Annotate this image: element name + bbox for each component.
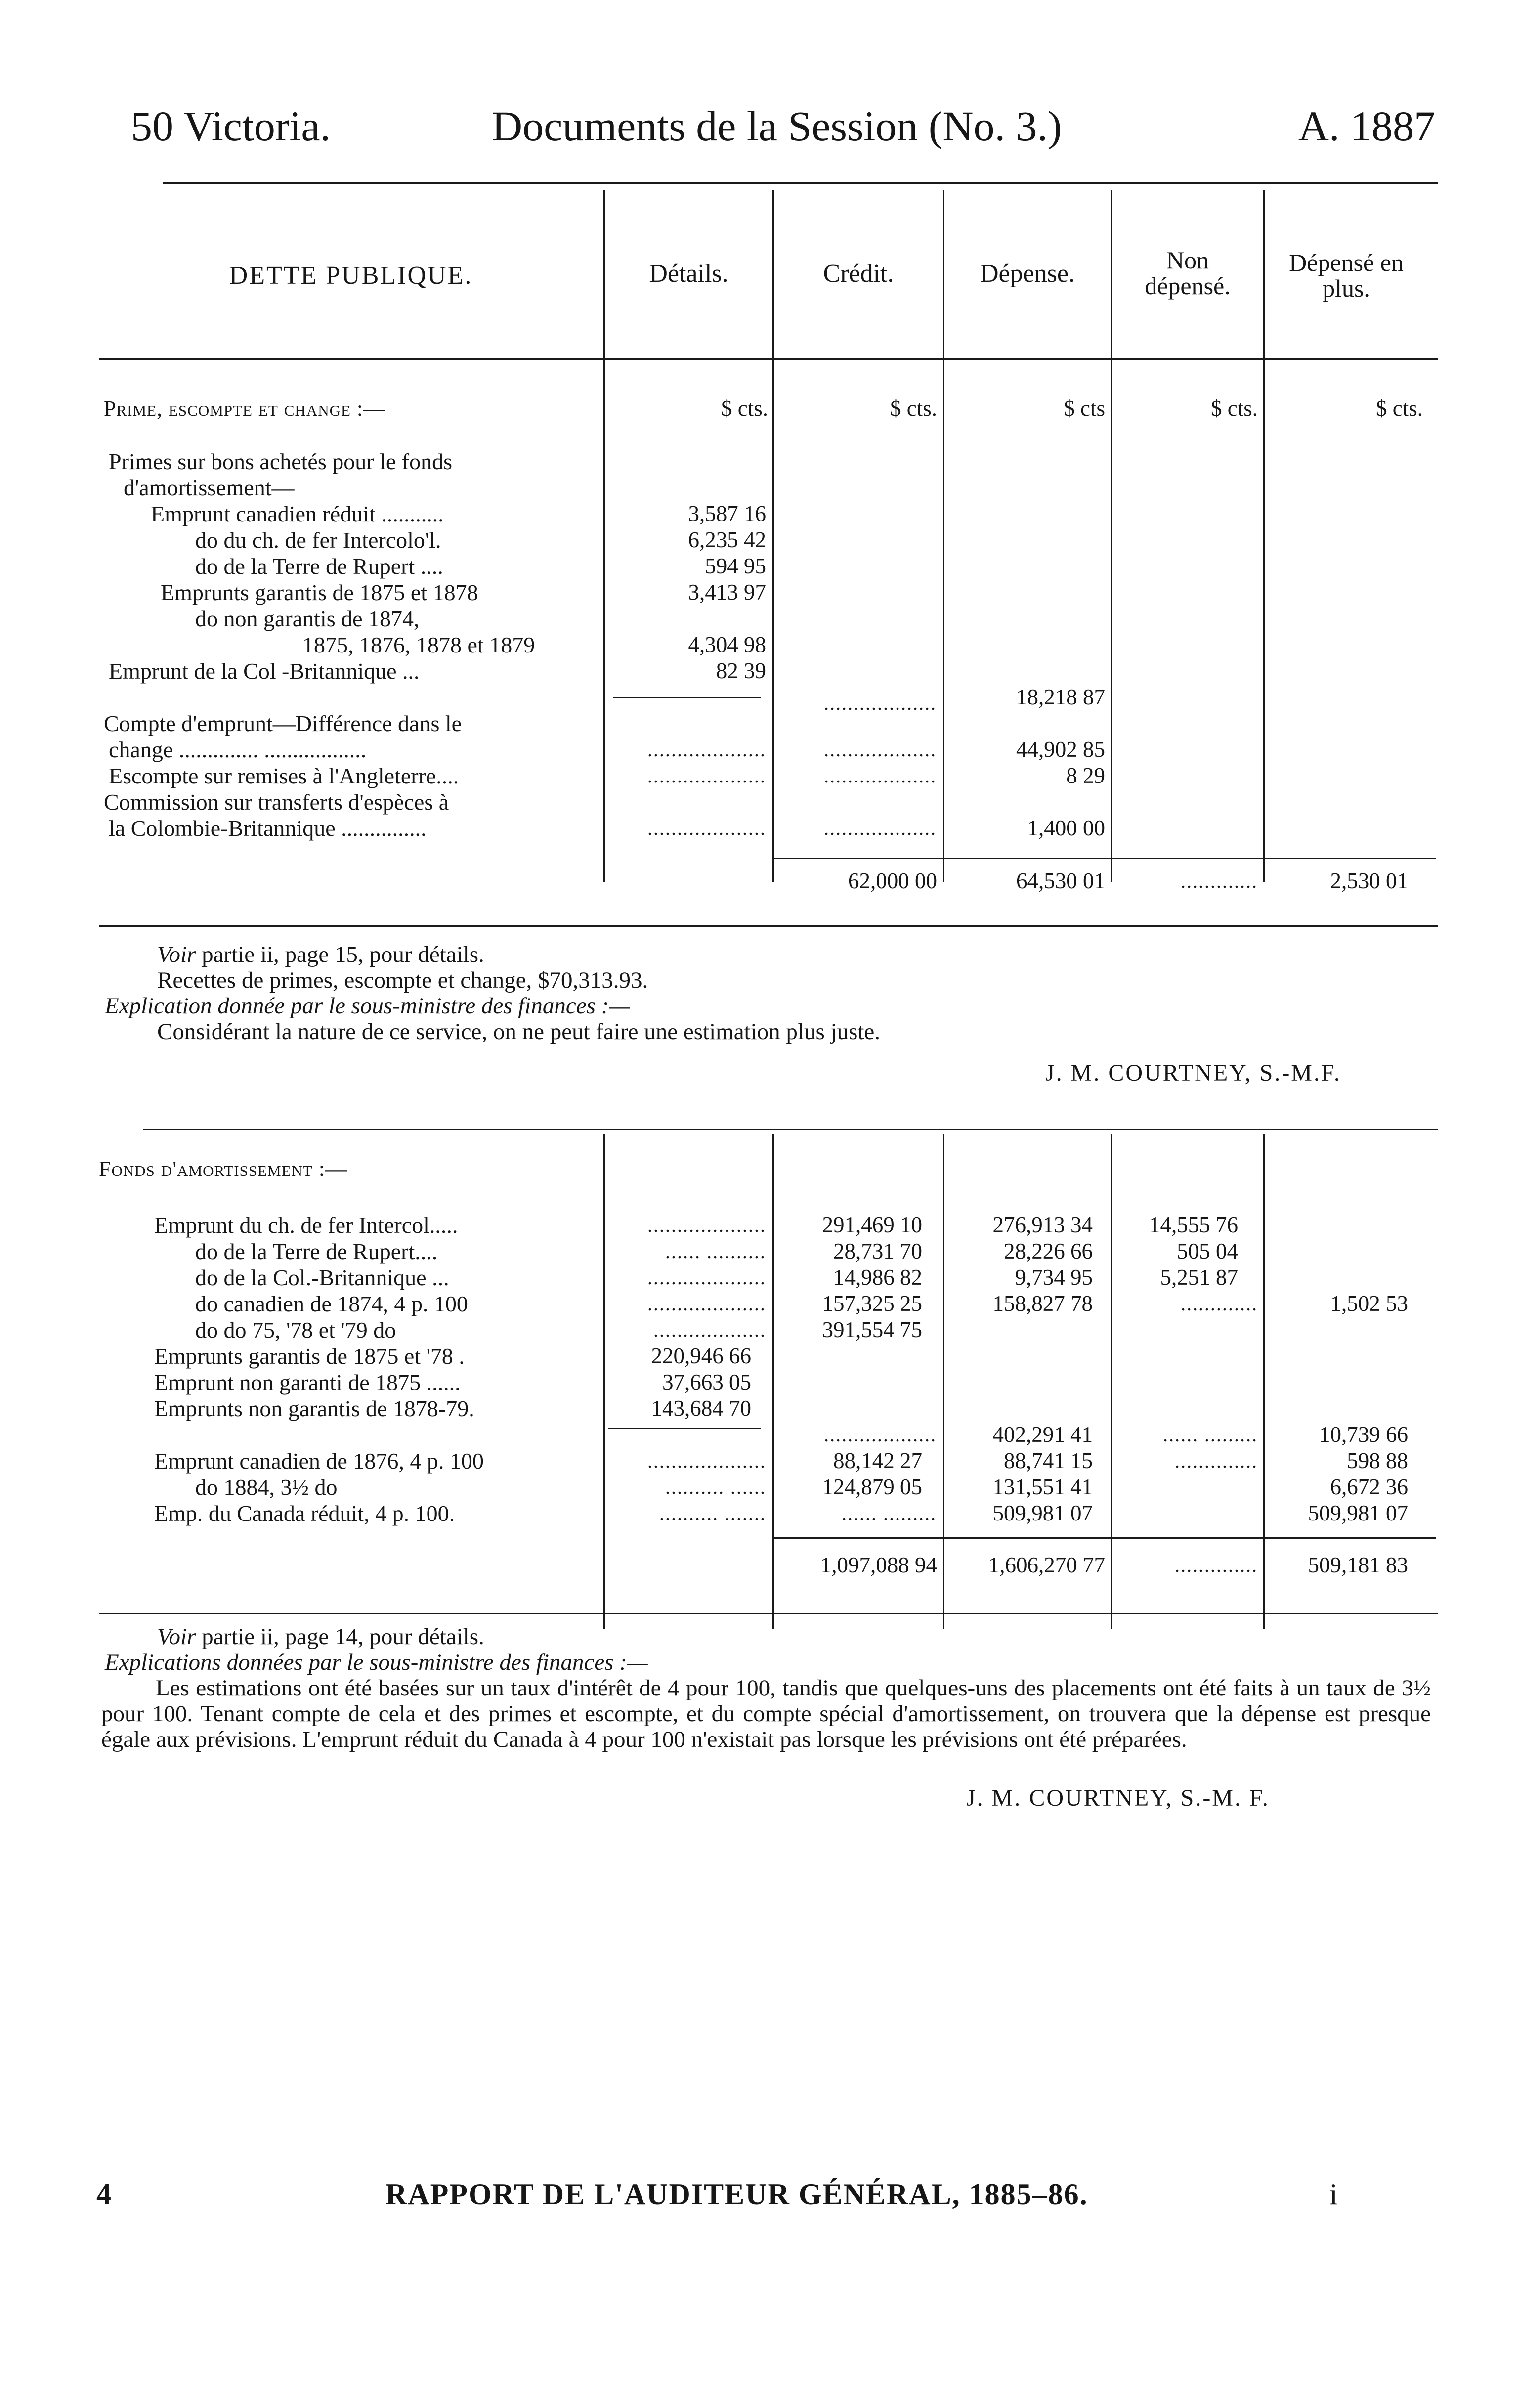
row-description: Emprunt de la Col -Britannique ...	[109, 658, 420, 684]
column-divider	[603, 1134, 605, 1629]
row-description: Commission sur transferts d'espèces à	[104, 789, 449, 815]
row-description: Primes sur bons achetés pour le fonds	[109, 449, 452, 474]
table-bottom-rule	[99, 1613, 1438, 1614]
total-depense: 1,606,270 77	[988, 1553, 1105, 1577]
header-document-title: Documents de la Session (No. 3.)	[492, 102, 1062, 150]
row-description: Escompte sur remises à l'Angleterre....	[109, 763, 459, 788]
leader-dots: ....................	[647, 1293, 766, 1315]
depense-value: 88,741 15	[1004, 1448, 1093, 1473]
credit-value: 391,554 75	[822, 1317, 922, 1342]
total-rule	[774, 1537, 1436, 1539]
row-description: Emprunt canadien réduit ...........	[151, 501, 444, 526]
leader-dots: ....................	[647, 817, 766, 839]
depense-value: 509,981 07	[992, 1501, 1093, 1525]
note-explication: Explication donnée par le sous-ministre des finances :—	[105, 993, 630, 1019]
column-header-depense-en-plus	[1265, 250, 1428, 301]
credit-value: 28,731 70	[833, 1239, 922, 1263]
depense-value: 18,218 87	[1016, 685, 1105, 709]
details-value: 3,413 97	[688, 580, 766, 605]
note-voir-rest: partie ii, page 15, pour détails.	[196, 942, 484, 967]
details-value: 3,587 16	[688, 501, 766, 526]
credit-value: 157,325 25	[822, 1291, 922, 1316]
leader-dots: ..............	[1175, 1554, 1258, 1576]
non-depense-value: 5,251 87	[1160, 1265, 1238, 1290]
depense-en-plus-value: 598 88	[1347, 1448, 1408, 1473]
row-description: do de la Col.-Britannique ...	[195, 1265, 449, 1290]
leader-dots: ....................	[647, 765, 766, 787]
row-description: Compte d'emprunt—Différence dans le	[104, 711, 462, 736]
note-explications: Explications données par le sous-ministre des finances :—	[105, 1650, 648, 1675]
depense-en-plus-value: 1,502 53	[1330, 1291, 1408, 1316]
leader-dots: .............	[1181, 1293, 1258, 1315]
leader-dots: ...... ..........	[665, 1240, 766, 1262]
column-header-depense-en-plus-text: Dépensé en plus.	[1289, 249, 1404, 302]
details-value: 37,663 05	[662, 1370, 751, 1394]
table-bottom-rule	[99, 925, 1438, 927]
row-description: change .............. ..................	[109, 737, 367, 762]
column-header-non-depense-text: Non dépensé.	[1145, 246, 1231, 300]
depense-value: 8 29	[1066, 763, 1105, 788]
total-depense-en-plus: 2,530 01	[1330, 869, 1408, 893]
leader-dots: ..............	[1175, 1450, 1258, 1472]
credit-value: 14,986 82	[833, 1265, 922, 1290]
depense-value: 158,827 78	[992, 1291, 1093, 1316]
row-description: Emprunts garantis de 1875 et 1878	[161, 580, 478, 605]
leader-dots: .......... .......	[659, 1502, 766, 1524]
depense-en-plus-value: 509,981 07	[1308, 1501, 1408, 1525]
total-depense-en-plus: 509,181 83	[1308, 1553, 1408, 1577]
leader-dots: ...................	[824, 817, 937, 839]
row-description: la Colombie-Britannique ...............	[109, 816, 427, 841]
header-year: A. 1887	[1298, 102, 1435, 150]
header-rule	[163, 182, 1438, 184]
note-considerant: Considérant la nature de ce service, on ne peut faire une estimation plus juste.	[157, 1019, 881, 1044]
row-description: Emp. du Canada réduit, 4 p. 100.	[154, 1501, 455, 1526]
column-divider	[603, 190, 605, 882]
leader-dots: ....................	[647, 1450, 766, 1472]
leader-dots: ...... .........	[842, 1502, 937, 1524]
row-description: do do 75, '78 et '79 do	[195, 1317, 396, 1343]
depense-value: 402,291 41	[992, 1422, 1093, 1447]
row-description: Emprunt canadien de 1876, 4 p. 100	[154, 1448, 484, 1474]
header-session-year: 50 Victoria.	[131, 102, 331, 150]
depense-en-plus-value: 6,672 36	[1330, 1475, 1408, 1499]
details-value: 594 95	[705, 554, 766, 578]
depense-value: 276,913 34	[992, 1213, 1093, 1237]
depense-value: 1,400 00	[1027, 816, 1105, 840]
credit-value: 124,879 05	[822, 1475, 922, 1499]
section-prime-escompte-change: Prime, escompte et change :—	[104, 396, 386, 421]
subtotal-rule	[613, 697, 761, 698]
section-fonds-amortissement: Fonds d'amortissement :—	[99, 1157, 348, 1181]
non-depense-value: 505 04	[1177, 1239, 1238, 1263]
row-description: do de la Terre de Rupert ....	[195, 554, 443, 579]
column-header-non-depense	[1112, 247, 1263, 299]
row-description: d'amortissement—	[124, 475, 295, 500]
total-credit: 1,097,088 94	[820, 1553, 937, 1577]
row-description: Emprunt du ch. de fer Intercol.....	[154, 1213, 458, 1238]
leader-dots: ...... .........	[1163, 1424, 1258, 1446]
leader-dots: .......... ......	[665, 1476, 766, 1498]
footer-signature-mark: i	[1329, 2178, 1338, 2211]
credit-value: 291,469 10	[822, 1213, 922, 1237]
column-header-details: Détails.	[649, 260, 728, 288]
row-description: Emprunts non garantis de 1878-79.	[154, 1396, 474, 1421]
column-header-depense: Dépense.	[980, 260, 1075, 288]
note-voir-details	[157, 1624, 484, 1650]
note-voir-word: Voir	[157, 942, 196, 967]
details-value: 4,304 98	[688, 632, 766, 657]
non-depense-value: 14,555 76	[1149, 1213, 1238, 1237]
note-voir-rest: partie ii, page 14, pour détails.	[196, 1624, 484, 1650]
leader-dots: ...................	[824, 738, 937, 761]
note-recettes: Recettes de primes, escompte et change, $70,313.93.	[157, 967, 648, 993]
leader-dots: ...................	[653, 1319, 766, 1341]
depense-en-plus-value: 10,739 66	[1319, 1422, 1408, 1447]
row-description: Emprunt non garanti de 1875 ......	[154, 1370, 461, 1395]
unit-credit: $ cts.	[890, 396, 937, 421]
row-description: do du ch. de fer Intercolo'l.	[195, 527, 441, 553]
footer-report-title: RAPPORT DE L'AUDITEUR GÉNÉRAL, 1885–86.	[385, 2178, 1088, 2211]
column-header-credit: Crédit.	[823, 260, 894, 288]
details-value: 6,235 42	[688, 527, 766, 552]
row-description: do canadien de 1874, 4 p. 100	[195, 1291, 468, 1316]
details-value: 220,946 66	[651, 1344, 751, 1368]
total-depense: 64,530 01	[1016, 869, 1105, 893]
details-value: 82 39	[716, 658, 766, 683]
leader-dots: ....................	[647, 1214, 766, 1236]
row-description: do 1884, 3½ do	[195, 1475, 338, 1500]
footer-page-number: 4	[96, 2178, 111, 2211]
signature-courtney: J. M. COURTNEY, S.-M. F.	[966, 1785, 1270, 1811]
leader-dots: ...................	[824, 1424, 937, 1446]
credit-value: 88,142 27	[833, 1448, 922, 1473]
column-divider	[1111, 1134, 1112, 1629]
leader-dots: ...................	[824, 692, 937, 714]
leader-dots: ....................	[647, 738, 766, 761]
subtotal-rule	[608, 1428, 761, 1429]
table-top-rule	[143, 1129, 1438, 1130]
leader-dots: .............	[1181, 870, 1258, 892]
depense-value: 44,902 85	[1016, 737, 1105, 762]
unit-depense: $ cts	[1064, 396, 1105, 421]
total-rule	[774, 858, 1436, 859]
depense-value: 28,226 66	[1004, 1239, 1093, 1263]
leader-dots: ...................	[824, 765, 937, 787]
note-voir-word: Voir	[157, 1624, 196, 1650]
unit-depense-en-plus: $ cts.	[1376, 396, 1423, 421]
row-description: do non garantis de 1874,	[195, 606, 420, 631]
signature-courtney: J. M. COURTNEY, S.-M.F.	[1045, 1060, 1341, 1086]
header-bottom-rule	[99, 358, 1438, 360]
unit-details: $ cts.	[721, 396, 768, 421]
leader-dots: ....................	[647, 1266, 766, 1289]
row-description: do de la Terre de Rupert....	[195, 1239, 438, 1264]
table-title: DETTE PUBLIQUE.	[229, 261, 473, 290]
details-value: 143,684 70	[651, 1396, 751, 1421]
unit-non-depense: $ cts.	[1211, 396, 1258, 421]
column-divider	[772, 190, 774, 882]
row-description: 1875, 1876, 1878 et 1879	[302, 632, 535, 657]
depense-value: 131,551 41	[992, 1475, 1093, 1499]
depense-value: 9,734 95	[1015, 1265, 1093, 1290]
note-paragraph: Les estimations ont été basées sur un taux d'intérêt de 4 pour 100, tandis que quelques-uns des placements ont été faits à un taux de 3½ pour 100. Tenant compte de cela et des primes et escompte, et du compte spécial d'amortissement, on trouvera que la dépense est presque égale aux prévisions. L'emprunt réduit du Canada à 4 pour 100 n'existait pas lorsque les prévisions ont été préparées.	[101, 1675, 1431, 1752]
total-credit: 62,000 00	[848, 869, 937, 893]
row-description: Emprunts garantis de 1875 et '78 .	[154, 1344, 465, 1369]
note-voir-details	[157, 942, 484, 967]
